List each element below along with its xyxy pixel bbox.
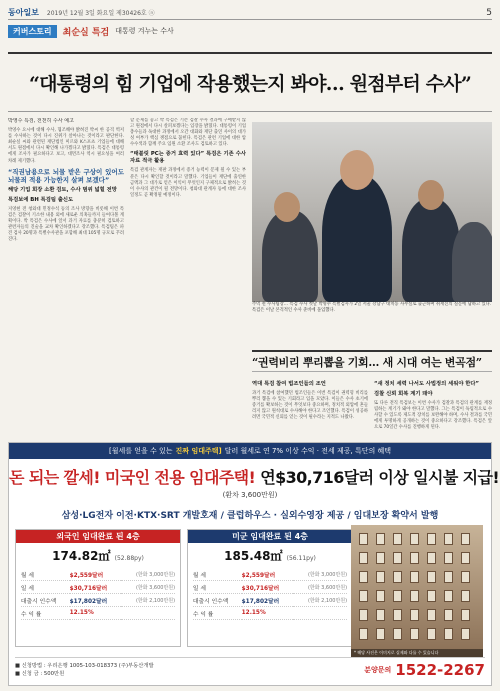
article-paragraph: 특검 관계자는 재판 과정에서 증거 능력이 문제 될 수 있는 부분은 다시 확인할 것이라고 말했다. 기업들이 재단에 출연한 금액과 그 대가로 얻은 이익이 무엇인지 구체적으로 밝히는 것이 수사의 관건이 될 전망이다. 청와대 관계자 등에 대한 조사 일정도 곧 확정될 예정이다. bbox=[130, 168, 246, 198]
building-window bbox=[427, 552, 436, 564]
building-window bbox=[410, 552, 419, 564]
building-window bbox=[461, 628, 470, 640]
article-subhead: 검찰 신뢰 회복 계기 돼야 bbox=[374, 391, 433, 397]
section-sub: 최순실 특검 bbox=[62, 27, 110, 38]
building-window bbox=[359, 609, 368, 621]
article-subhead: 특검보에 BH 특검팀 출신도 bbox=[8, 196, 74, 203]
article-paragraph: 또 다른 전직 특검보는 이번 수사가 검찰과 특검의 관계를 재정립하는 계기가 돼야 한다고 말했다. 그는 특검이 독립적으로 수사할 수 있도록 제도적 장치를 보완해야 하며, 수사 결과를 국민에게 투명하게 공개하는 것이 중요하다고 강조했다. 특검은 앞으로 70일간 수사를 진행하게 된다. bbox=[374, 401, 492, 431]
article-subhead: “직권남용으로 뇌물 받은 구상이 있어도 뇌물죄 적용 가능한지 살펴 보겠다” bbox=[8, 167, 124, 184]
photo-caption: 주먹 쥔 수사팀장… 특검 수사 첫날 박영수 특별검사가 2일 서울 강남구 대치동 사무실로 출근하며 취재진의 질문에 답하고 있다. 특검은 이날 본격적인 수사 준비에 돌입했다. bbox=[252, 302, 492, 313]
unit-price-table bbox=[21, 568, 175, 620]
building-window bbox=[427, 590, 436, 602]
unit-price-row: 수 익 률 12.15% bbox=[193, 607, 347, 620]
building-window bbox=[461, 552, 470, 564]
building-window bbox=[393, 590, 402, 602]
building-window bbox=[376, 590, 385, 602]
ad-benefits: 삼성·LG전자 이전·KTX·SRT 개발호재 / 클럽하우스 · 실외수영장 제공 / 임대보장 확약서 발행 bbox=[61, 511, 439, 521]
unit-price-row: 월 세 $2,559달러 (한화 3,000만원) bbox=[193, 568, 347, 581]
building-caption: * 해당 사진은 이미지로 실제와 다를 수 있습니다 bbox=[351, 649, 483, 657]
phone-number[interactable]: 1522-2267 bbox=[395, 660, 485, 679]
unit-price-row: 대출시 인수액 $17,802달러 (한화 2,100만원) bbox=[21, 594, 175, 607]
building-window bbox=[444, 571, 453, 583]
article-paragraph: 박영수 요시에 대해 수사, 협조해야 밝혀진 박씨 한 공격 벽저를 수사하는 것이 다시 진위가 살아나는 것이라고 판단한다. 최순실 씨와 관련된 재단법인 미르와 K스포츠 기업들에 대해서도 원점에서 다시 확인해 나가겠다고 밝혔다. 특검은 대통령에게 조사가 필요하다고 보고, 대면조사 역시 필요성을 여러 차례 제기했다. bbox=[8, 128, 124, 164]
ad-footer bbox=[15, 657, 485, 681]
pull-quote bbox=[252, 350, 492, 372]
article-paragraph: 과거 특검에 참여했던 법조인들은 이번 특검이 권력형 비리를 뿌리 뽑을 수 있는 기회라고 입을 모았다. 이들은 수사 초기에 증거를 확보하는 것이 무엇보다 중요하며, 정치적 외압에 흔들리지 않고 원칙대로 수사해야 한다고 조언했다. 특검이 성공하려면 국민적 신뢰를 얻는 것이 필수라는 지적도 나왔다. bbox=[252, 391, 368, 421]
ad-top-banner: [월세를 얻을 수 있는 진짜 임대주택] 달러 월세로 연 7% 이상 수익 · 전세 제공, 특단의 혜택 bbox=[9, 443, 491, 459]
building-window bbox=[393, 571, 402, 583]
building-window bbox=[376, 609, 385, 621]
ad-apply-method: ■ 신청방법 : 우리은행 1005-103-018373 (주)부동산개발 bbox=[15, 662, 154, 669]
issue-date: 2019년 12월 3일 화요일 제30426호 ⓐ bbox=[46, 10, 155, 17]
headline-text: “대통령의 힘 기업에 작용했는지 봐야… 원점부터 수사” bbox=[29, 73, 471, 95]
ad-unit-cards bbox=[15, 529, 353, 647]
article-subhead: “태블릿 PC는 증거 효력 있다” 특검은 기존 수사 자료 적극 활용 bbox=[130, 151, 246, 165]
unit-price-row: 수 익 률 12.15% bbox=[21, 607, 175, 620]
building-window bbox=[427, 533, 436, 545]
unit-price-row: 일 세 $30,716달러 (한화 3,600만원) bbox=[21, 581, 175, 594]
unit-price-table bbox=[193, 568, 347, 620]
article-column-1 bbox=[8, 118, 124, 436]
article-subhead: 해당 기업 회장 소환 검토, 수사 범위 넓힐 전망 bbox=[8, 186, 117, 193]
building-window bbox=[410, 533, 419, 545]
article-subhead: “새 정치 세력 나서도 사법정의 세워야 한다” bbox=[374, 381, 480, 387]
page-number: 5 bbox=[486, 7, 492, 18]
building-window bbox=[444, 628, 453, 640]
building-window bbox=[444, 590, 453, 602]
building-window bbox=[461, 609, 470, 621]
unit-card bbox=[187, 529, 353, 647]
building-image bbox=[351, 525, 483, 657]
building-window bbox=[444, 552, 453, 564]
building-window bbox=[410, 571, 419, 583]
building-window bbox=[461, 590, 470, 602]
building-window bbox=[461, 571, 470, 583]
building-window bbox=[410, 609, 419, 621]
ad-rate-note: (환차 3,600만원) bbox=[222, 491, 278, 499]
article-paragraph: 지영현 전 청와대 민정수석 등의 조사 방향을 비롯해 이번 특검은 검찰이 기소한 내용 외에 새로운 의혹들까지 들여다볼 계획이다. 박 특검은 수사에 앞서 과거 자료를 충분히 검토하고 관련자들의 진술을 교차 확인하겠다고 강조했다. 특검팀은 파견 검사 20명과 특별수사관을 포함해 최대 105명 규모로 꾸려진다. bbox=[8, 206, 124, 243]
ad-apply-amount: ■ 신청 금 : 500만원 bbox=[15, 670, 65, 677]
article-column-4 bbox=[374, 378, 492, 438]
building-window bbox=[461, 533, 470, 545]
building-window bbox=[376, 552, 385, 564]
building-window bbox=[359, 571, 368, 583]
building-window bbox=[410, 590, 419, 602]
section-label: 커버스토리 bbox=[8, 25, 57, 38]
building-window bbox=[359, 533, 368, 545]
unit-card-title: 외국인 임대완료 된 4층 bbox=[16, 530, 180, 543]
article-photo bbox=[252, 122, 492, 302]
unit-price-row: 일 세 $30,716달러 (한화 3,600만원) bbox=[193, 581, 347, 594]
unit-price-row: 대출시 인수액 $17,802달러 (한화 2,100만원) bbox=[193, 594, 347, 607]
building-window bbox=[376, 533, 385, 545]
section-tag: 대통령 겨누는 수사 bbox=[115, 27, 174, 35]
building-window bbox=[393, 552, 402, 564]
building-window bbox=[410, 628, 419, 640]
building-window bbox=[376, 571, 385, 583]
article-paragraph: 할 문제를 놓고 박 특검은 기존 검찰 수사 결과에 구애받지 않고 원점에서 다시 살펴보겠다는 입장을 밝혔다. 대통령이 기업 총수들과 독대한 과정에서 오간 대화와 재단 출연 사이의 대가성 여부가 핵심 쟁점으로 꼽힌다. 특검은 관련 기업에 대한 압수수색과 함께 주요 임원 소환 조사도 검토하고 있다. bbox=[130, 118, 246, 148]
unit-price-row: 월 세 $2,559달러 (한화 3,000만원) bbox=[21, 568, 175, 581]
building-window bbox=[427, 571, 436, 583]
building-window bbox=[427, 609, 436, 621]
unit-card-title: 미군 임대완료 된 4층 bbox=[188, 530, 352, 543]
article-subhead: 역대 특검 참여 법조인들의 조언 bbox=[252, 381, 326, 387]
building-window bbox=[359, 552, 368, 564]
article-byline: 박영수 특검, 전천히 수사 예고 bbox=[8, 118, 74, 124]
pull-quote-text: “권력비리 뿌리뽑을 기회… 새 시대 여는 변곡점” bbox=[252, 355, 482, 369]
main-headline bbox=[8, 52, 492, 112]
unit-area: 174.82㎡ (52.88py) bbox=[52, 549, 144, 563]
unit-area: 185.48㎡ (56.11py) bbox=[224, 549, 316, 563]
building-window bbox=[393, 609, 402, 621]
building-window bbox=[376, 628, 385, 640]
phone-label: 분양문의 bbox=[364, 665, 392, 674]
building-window bbox=[359, 590, 368, 602]
building-window bbox=[393, 533, 402, 545]
ad-headline: 돈 되는 깔세! 미국인 전용 임대주택! 연$30,716달러 이상 일시불 지급! bbox=[9, 468, 500, 487]
building-window bbox=[444, 609, 453, 621]
unit-card bbox=[15, 529, 181, 647]
article-column-3 bbox=[252, 378, 368, 438]
newspaper-brand: 동아일보 bbox=[8, 7, 39, 17]
page-header bbox=[8, 6, 492, 20]
building-window bbox=[393, 628, 402, 640]
section-bar bbox=[8, 24, 492, 38]
advertisement bbox=[8, 442, 500, 686]
building-window bbox=[427, 628, 436, 640]
article-column-2 bbox=[130, 118, 246, 436]
building-window bbox=[359, 628, 368, 640]
building-window bbox=[444, 533, 453, 545]
